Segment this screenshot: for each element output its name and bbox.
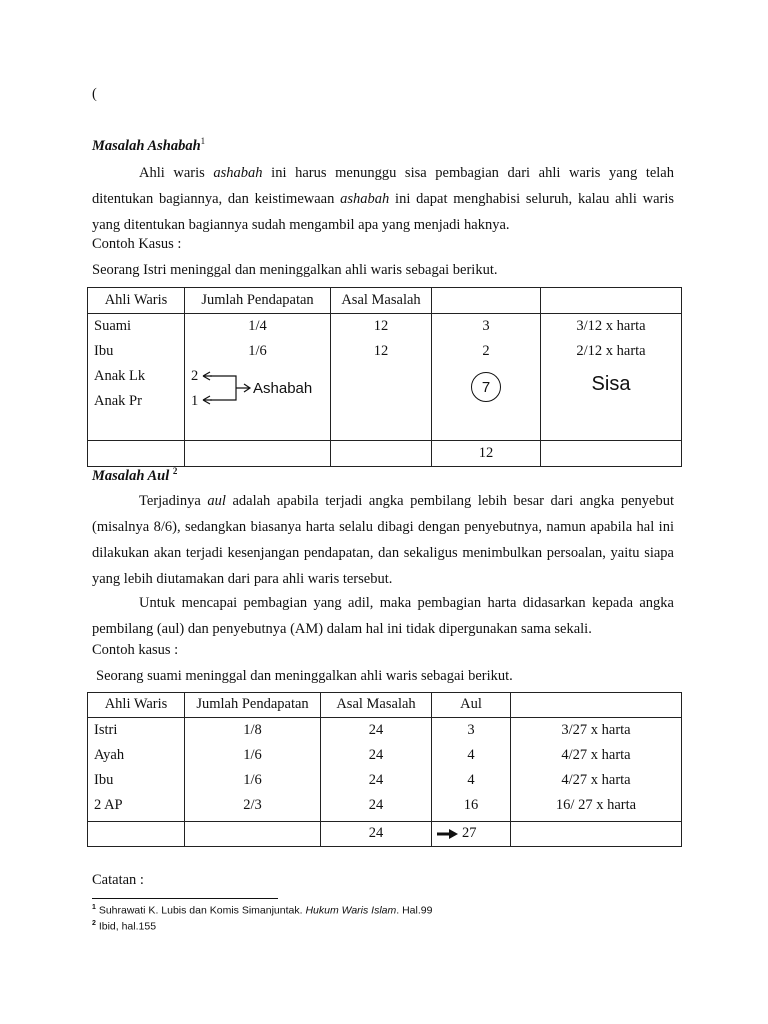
aul-istri: 3 — [467, 722, 475, 738]
sisa-label: Sisa — [591, 373, 631, 395]
share-ibu: 1/6 — [243, 772, 262, 788]
aul-ayah: 4 — [467, 747, 475, 763]
ashabah-label: Ashabah — [253, 380, 313, 397]
example-label-1: Contoh Kasus : — [92, 236, 182, 252]
footnote-divider — [92, 898, 278, 899]
col-result — [511, 693, 682, 718]
origin-2ap: 24 — [368, 797, 384, 813]
catatan-label: Catatan : — [92, 872, 144, 888]
col-jumlah-pendapatan: Jumlah Pendapatan — [185, 693, 321, 718]
paragraph-ashabah: Ahli waris ashabah ini harus menunggu sisa pembagian dari ahli waris yang telah ditentukan bagiannya, dan keistimewaan ashabah ini dapat menghabisi seluruh, kalau ahli waris yang ditentukan bagiannya sudah mengambil apa yang menjadi haknya. — [92, 165, 675, 233]
aul-table — [87, 692, 682, 847]
table-total-row — [88, 441, 682, 467]
share-istri: 1/8 — [243, 722, 262, 738]
ashabah-num-pr: 1 — [191, 393, 199, 409]
heir-anak-pr: Anak Pr — [94, 393, 142, 409]
total-asal-masalah: 24 — [321, 822, 432, 847]
result-2ap: 16/ 27 x harta — [555, 797, 637, 813]
share-suami: 1/4 — [248, 318, 267, 334]
heir-ibu: Ibu — [94, 343, 114, 359]
origin-ayah: 24 — [368, 747, 384, 763]
aul-2ap: 16 — [463, 797, 479, 813]
section-title-aul: Masalah Aul $^2$ — [92, 466, 178, 484]
result-ibu: 2/12 x harta — [576, 343, 646, 359]
heir-anak-lk: Anak Lk — [94, 368, 146, 384]
origin-ibu: 24 — [368, 772, 384, 788]
heir-istri: Istri — [94, 722, 118, 738]
table-header-row — [88, 288, 682, 314]
result-suami: 3/12 x harta — [576, 318, 646, 334]
origin-suami: 12 — [373, 318, 389, 334]
col-ahli-waris: Ahli Waris — [88, 693, 185, 718]
result-ayah: 4/27 x harta — [561, 747, 631, 763]
heir-ayah: Ayah — [94, 747, 125, 763]
aul-ibu: 4 — [467, 772, 475, 788]
origin-ibu: 12 — [373, 343, 389, 359]
footnote-2: $^2$ Ibid, hal.155 — [92, 920, 157, 933]
stray-mark: ( — [92, 86, 97, 102]
example-label-2: Contoh kasus : — [92, 642, 179, 658]
origin-istri: 24 — [368, 722, 384, 738]
share-ibu: 1/6 — [248, 343, 267, 359]
result-istri: 3/27 x harta — [561, 722, 631, 738]
heir-ibu: Ibu — [94, 772, 114, 788]
part-ibu: 2 — [482, 343, 490, 359]
arrow-right-icon — [436, 828, 460, 840]
col-aul: Aul — [432, 693, 511, 718]
table-row — [88, 314, 682, 441]
table-row — [88, 718, 682, 822]
col-empty-2 — [541, 288, 682, 314]
total-aul: 27 — [462, 825, 477, 841]
result-ibu: 4/27 x harta — [561, 772, 631, 788]
example-text-2: Seorang suami meninggal dan meninggalkan ahli waris sebagai berikut. — [96, 668, 513, 684]
ashabah-table — [87, 287, 682, 467]
ashabah-num-lk: 2 — [191, 368, 199, 384]
col-jumlah-pendapatan: Jumlah Pendapatan — [185, 288, 331, 314]
example-text-1: Seorang Istri meninggal dan meninggalkan ahli waris sebagai berikut. — [92, 262, 498, 278]
table-header-row — [88, 693, 682, 718]
col-asal-masalah: Asal Masalah — [321, 693, 432, 718]
footnote-1: $^1$ Suhrawati K. Lubis dan Komis Simanjuntak. Hukum Waris Islam. Hal.99 — [92, 904, 433, 917]
col-asal-masalah: Asal Masalah — [331, 288, 432, 314]
share-ayah: 1/6 — [243, 747, 262, 763]
part-suami: 3 — [482, 318, 490, 334]
ashabah-bracket-arrows-icon — [200, 366, 260, 410]
share-2ap: 2/3 — [243, 797, 262, 813]
col-ahli-waris: Ahli Waris — [88, 288, 185, 314]
section-title-ashabah: Masalah Ashabah$^1$ — [92, 136, 206, 154]
heir-suami: Suami — [94, 318, 132, 334]
paragraph-aul-1: Terjadinya aul adalah apabila terjadi angka pembilang lebih besar dari angka penyebut (misalnya 8/6), sedangkan biasanya harta selalu dibagi dengan penyebutnya, namun apabila hal ini dilakukan akan terjadi kesenjangan pendapatan, dan sekaligus menimbulkan persoalan, yaitu siapa yang lebih diutamakan dari para ahli waris tersebut. — [92, 493, 674, 587]
heir-2ap: 2 AP — [94, 797, 123, 813]
col-empty-1 — [432, 288, 541, 314]
ashabah-group — [191, 364, 324, 414]
table-total-row — [88, 822, 682, 847]
total-parts: 12 — [432, 441, 541, 467]
paragraph-aul-2: Untuk mencapai pembagian yang adil, maka pembagian harta didasarkan kepada angka pembilang (aul) dan penyebutnya (AM) dalam hal ini tidak dipergunakan sama sekali. — [92, 595, 674, 637]
circled-seven: 7 — [471, 372, 501, 402]
